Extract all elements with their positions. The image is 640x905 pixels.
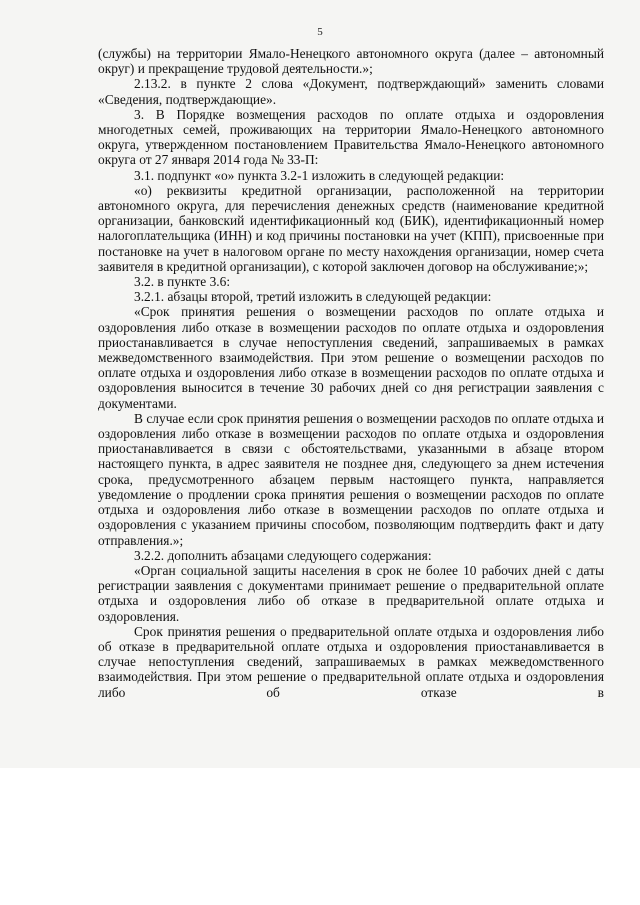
paragraph-3-1: 3.1. подпункт «о» пункта 3.2-1 изложить в следующей редакции: — [134, 167, 505, 183]
paragraph-continuation: (службы) на территории Ямало-Ненецкого автономного округа (далее – автономный округ) и прекращение трудовой деятельности.»; — [98, 46, 604, 77]
paragraph-3-2-1: 3.2.1. абзацы второй, третий изложить в следующей редакции: — [134, 289, 492, 305]
page-number: 5 — [317, 26, 323, 38]
paragraph-3-2-2: 3.2.2. дополнить абзацами следующего содержания: — [134, 547, 432, 563]
paragraph-subitem-o: «о) реквизиты кредитной организации, расположенной на территории автономного округа, для перечисления денежных средств (наименование кредитной организации, банковский идентификационный код (БИК), идентификационный номер налогоплательщика (ИНН) и код причины постановки на учет (КПП), присвоенные при постановке на учет в налоговом органе по месту нахождения организации, номер счета заявителя в кредитной организации), с которой заключен договор на обслуживание;»; — [98, 182, 604, 274]
paragraph-prepayment-term: Срок принятия решения о предварительной оплате отдыха и оздоровления либо об отказе в предварительной оплате отдыха и оздоровления приостанавливается в случае непоступления сведений, запрашиваемых в рамках межведомственного взаимодействия. При этом решение о предварительной оплате отдыха и оздоровления либо об отказе в — [98, 623, 604, 700]
paragraph-social-protection-body: «Орган социальной защиты населения в срок не более 10 рабочих дней с даты регистрации заявления с документами принимает решение о предварительной оплате отдыха и оздоровления либо об отказе в предварительной оплате отдыха и оздоровления. — [98, 562, 604, 624]
paragraph-suspension-case: В случае если срок принятия решения о возмещении расходов по оплате отдыха и оздоровления либо отказе в возмещении расходов по оплате отдыха и оздоровления приостанавливается в связи с обстоятельствами, указанными в абзаце втором настоящего пункта, в адрес заявителя не позднее дня, следующего за днем истечения срока, предусмотренного абзацем первым настоящего пункта, направляется уведомление о продлении срока принятия решения о возмещении расходов по оплате отдыха и оздоровления либо отказе в возмещении расходов по оплате отдыха и оздоровления с указанием причины способом, позволяющим подтвердить факт и дату отправления.»; — [98, 410, 604, 548]
document-body — [98, 46, 604, 700]
paragraph-3: 3. В Порядке возмещения расходов по оплате отдыха и оздоровления многодетных семей, проживающих на территории Ямало-Ненецкого автономного округа, утвержденном постановлением Правительства Ямало-Ненецкого автономного округа от 27 января 2014 года № 33-П: — [98, 106, 604, 168]
paragraph-decision-term: «Срок принятия решения о возмещении расходов по оплате отдыха и оздоровления либо отказе в возмещении расходов по оплате отдыха и оздоровления приостанавливается в случае непоступления сведений, запрашиваемых в рамках межведомственного взаимодействия. При этом решение о возмещении расходов по оплате отдыха и оздоровления либо отказе в возмещении расходов по оплате отдыха и оздоровления выносится в течение 30 рабочих дней со дня регистрации заявления с документами. — [98, 304, 604, 411]
paragraph-3-2: 3.2. в пункте 3.6: — [134, 274, 231, 290]
paragraph-2-13-2: 2.13.2. в пункте 2 слова «Документ, подтверждающий» заменить словами «Сведения, подтверждающие». — [98, 76, 604, 107]
